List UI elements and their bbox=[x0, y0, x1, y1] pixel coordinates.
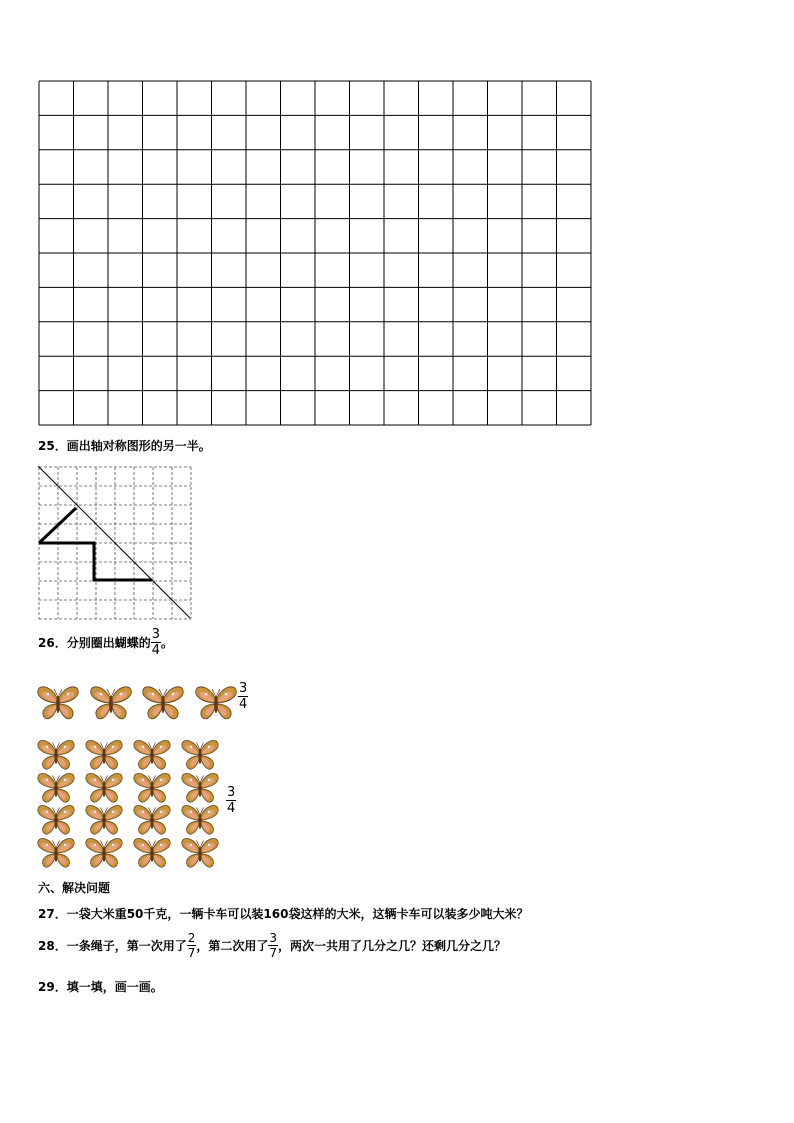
question-text: 填一填，画一画。 bbox=[66, 980, 163, 994]
fraction-denominator: 4 bbox=[227, 801, 236, 816]
question-text-end: 。 bbox=[161, 636, 174, 650]
fraction-1 bbox=[187, 932, 197, 959]
fraction-numerator: 3 bbox=[227, 785, 236, 800]
question-29 bbox=[38, 978, 163, 995]
fraction-numerator: 3 bbox=[269, 931, 278, 945]
butterfly-icon bbox=[194, 683, 238, 723]
butterfly-icon bbox=[84, 738, 124, 772]
question-25 bbox=[38, 437, 211, 454]
butterfly-group-1 bbox=[36, 683, 266, 727]
butterfly-icon bbox=[36, 836, 76, 870]
question-text-b: ，第二次用了 bbox=[196, 939, 269, 953]
group-1-fraction bbox=[238, 682, 248, 711]
question-text-a: 一条绳子，第一次用了 bbox=[66, 939, 187, 953]
square-grid bbox=[38, 80, 592, 426]
fraction-denominator: 4 bbox=[239, 697, 248, 712]
question-28 bbox=[38, 932, 506, 959]
question-text: 分别圈出蝴蝶的 bbox=[66, 636, 151, 650]
butterfly-icon bbox=[132, 803, 172, 837]
butterfly-icon bbox=[180, 771, 220, 805]
butterfly-icon bbox=[36, 683, 80, 723]
fraction-numerator: 3 bbox=[239, 681, 248, 696]
question-number: 25． bbox=[38, 439, 67, 453]
butterfly-icon bbox=[84, 836, 124, 870]
butterfly-icon bbox=[180, 738, 220, 772]
question-27 bbox=[38, 905, 528, 922]
butterfly-icon bbox=[36, 771, 76, 805]
half-figure-shape bbox=[39, 543, 152, 580]
butterfly-group-2 bbox=[36, 738, 226, 870]
group-2-fraction bbox=[226, 786, 236, 815]
question-text-c: ，两次一共用了几分之几？还剩几分之几？ bbox=[278, 939, 507, 953]
butterfly-icon bbox=[132, 771, 172, 805]
half-figure-outline bbox=[39, 508, 76, 543]
fraction bbox=[151, 628, 161, 657]
butterfly-icon bbox=[180, 836, 220, 870]
fraction-numerator: 3 bbox=[151, 627, 160, 642]
question-number: 26． bbox=[38, 636, 67, 650]
question-26 bbox=[38, 628, 173, 657]
butterfly-icon bbox=[132, 836, 172, 870]
fraction-denominator: 4 bbox=[151, 643, 160, 658]
question-number: 27． bbox=[38, 907, 67, 921]
butterfly-icon bbox=[89, 683, 133, 723]
question-text: 一袋大米重50千克，一辆卡车可以装160袋这样的大米，这辆卡车可以装多少吨大米？ bbox=[66, 907, 529, 921]
question-number: 28． bbox=[38, 939, 67, 953]
butterfly-icon bbox=[180, 803, 220, 837]
question-number: 29． bbox=[38, 980, 67, 994]
section-title: 六、解决问题 bbox=[38, 881, 111, 895]
butterfly-icon bbox=[36, 803, 76, 837]
butterfly-icon bbox=[84, 771, 124, 805]
butterfly-icon bbox=[36, 738, 76, 772]
butterfly-icon bbox=[132, 738, 172, 772]
question-text: 画出轴对称图形的另一半。 bbox=[66, 439, 211, 453]
butterfly-icon bbox=[84, 803, 124, 837]
fraction-denominator: 7 bbox=[187, 946, 196, 960]
fraction-2 bbox=[268, 932, 278, 959]
butterfly-icon bbox=[141, 683, 185, 723]
fraction-denominator: 7 bbox=[269, 946, 278, 960]
symmetry-grid-figure bbox=[38, 466, 192, 622]
fraction-numerator: 2 bbox=[187, 931, 196, 945]
